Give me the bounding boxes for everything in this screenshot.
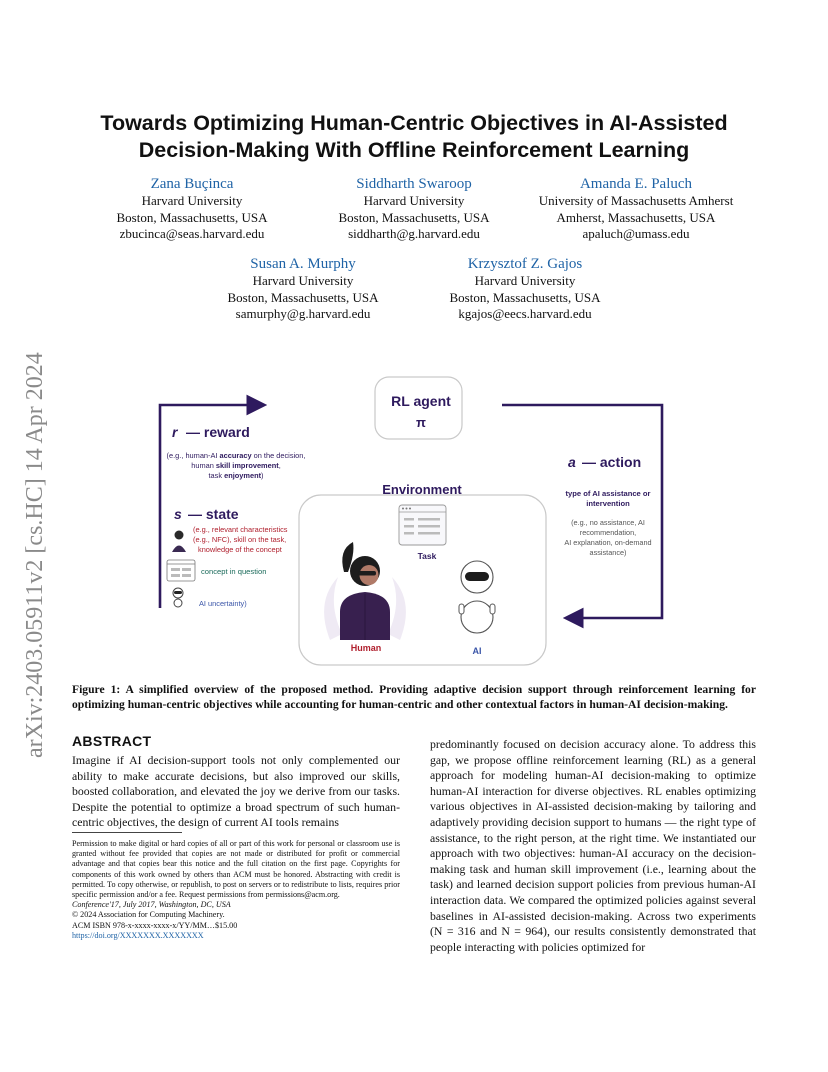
person-mini-icon bbox=[172, 531, 186, 553]
author-email: kgajos@eecs.harvard.edu bbox=[458, 306, 592, 321]
action-desc-1: type of AI assistance or bbox=[565, 489, 651, 498]
footnote-rule bbox=[72, 832, 182, 833]
abstract-heading: ABSTRACT bbox=[72, 733, 152, 749]
author-email: apaluch@umass.edu bbox=[582, 226, 690, 241]
author-name[interactable]: Amanda E. Paluch bbox=[579, 176, 693, 192]
abstract-column-1: Imagine if AI decision-support tools not only complemented our ability to make accurate decisions, but also improved our skills, boosted collaboration, and elevated the joy we derive from our tasks. Despite the potential to optimize a broad spectrum of such human-centric objectives, the design of current AI tools remains bbox=[72, 753, 400, 830]
isbn-line: ACM ISBN 978-x-xxxx-xxxx-x/YY/MM…$15.00 bbox=[72, 920, 238, 930]
concept-card-icon bbox=[167, 560, 195, 581]
author-email: siddharth@g.harvard.edu bbox=[348, 226, 480, 241]
author-location: Amherst, Massachusetts, USA bbox=[556, 209, 716, 225]
arxiv-stamp-text: arXiv:2403.05911v2 [cs.HC] 14 Apr 2024 bbox=[22, 352, 48, 758]
author-name[interactable]: Susan A. Murphy bbox=[250, 256, 356, 272]
author-location: Boston, Massachusetts, USA bbox=[449, 289, 601, 305]
author-block bbox=[314, 175, 514, 243]
author-affiliation: Harvard University bbox=[474, 273, 576, 288]
figure-caption: Figure 1: A simplified overview of the proposed method. Providing adaptive decision support through reinforcement learning for optimizing human-centric objectives while accounting for human-centric and other contextual factors in human-AI decision-making. bbox=[72, 683, 756, 711]
action-ex-1: (e.g., no assistance, AI bbox=[571, 518, 645, 527]
action-var: a bbox=[568, 454, 576, 470]
author-email: samurphy@g.harvard.edu bbox=[235, 306, 371, 321]
rl-agent-title: RL agent bbox=[391, 393, 451, 409]
title-line-1: Towards Optimizing Human-Centric Objectives in AI-Assisted bbox=[100, 111, 728, 135]
author-block bbox=[425, 255, 625, 323]
author-location: Boston, Massachusetts, USA bbox=[338, 209, 490, 225]
action-ex-3: AI explanation, on-demand bbox=[564, 538, 652, 547]
state-desc-3: knowledge of the concept bbox=[198, 545, 282, 554]
permission-text: Permission to make digital or hard copies of all or part of this work for personal or classroom use is granted without fee provided that copies are not made or distributed for profit or commercial advantage and that copies bear this notice and the full citation on the first page. Copyrights for components of this work owned by others than ACM must be honored. Abstracting with credit is permitted. To copy otherwise, or republish, to post on servers or to redistribute to lists, requires prior specific permission and/or a fee. Request permissions from permissions@acm.org. bbox=[72, 839, 400, 900]
author-email: zbucinca@seas.harvard.edu bbox=[119, 226, 265, 241]
arxiv-stamp bbox=[10, 290, 50, 760]
author-name[interactable]: Siddharth Swaroop bbox=[356, 176, 472, 192]
author-block bbox=[203, 255, 403, 323]
author-name[interactable]: Krzysztof Z. Gajos bbox=[467, 256, 583, 272]
task-label: Task bbox=[417, 551, 437, 561]
reward-desc-1: (e.g., human-AI accuracy on the decision, bbox=[166, 451, 306, 460]
figure-1 bbox=[150, 372, 670, 668]
title-line-2: Decision-Making With Offline Reinforcement Learning bbox=[138, 138, 690, 162]
conference-line: Conference'17, July 2017, Washington, DC, USA bbox=[72, 900, 231, 910]
reward-desc-3: task enjoyment) bbox=[208, 471, 264, 480]
state-ai: AI uncertainty) bbox=[199, 599, 247, 608]
figure-diagram bbox=[150, 372, 670, 668]
permission-footnote bbox=[72, 839, 400, 941]
task-card-icon bbox=[399, 505, 446, 545]
author-block bbox=[92, 175, 292, 243]
robot-mini-icon bbox=[173, 588, 183, 607]
abstract-column-2: predominantly focused on decision accuracy alone. To address this gap, we propose offline reinforcement learning (RL) as a general approach for modeling human-AI decision-making to optimize human-AI interaction for diverse objectives. RL enables optimizing various objectives in AI-assisted decision-making by tailoring and adaptively providing decision support to humans — the right type of assistance, to the right person, at the right time. We instantiated our approach with two objectives: human-AI accuracy on the decision-making task and human skill improvement (i.e., learning about the task) and learned decision support policies from previous human-AI interaction data. We compared the optimized policies against several baselines in AI-assisted decision-making. Across two experiments (N = 316 and N = 964), our results consistently demonstrated that people interacting with policies optimized for bbox=[430, 737, 756, 954]
reward-var: r bbox=[172, 424, 178, 440]
human-label: Human bbox=[350, 643, 382, 653]
state-concept: concept in question bbox=[201, 567, 267, 576]
action-desc-2: intervention bbox=[586, 499, 630, 508]
reward-desc-2: human skill improvement, bbox=[191, 461, 281, 470]
author-location: Boston, Massachusetts, USA bbox=[227, 289, 379, 305]
copyright-line: © 2024 Association for Computing Machinery. bbox=[72, 910, 225, 920]
ai-label: AI bbox=[472, 646, 482, 656]
author-affiliation: Harvard University bbox=[141, 193, 243, 208]
action-label: — action bbox=[582, 454, 642, 470]
state-desc-2: (e.g., NFC), skill on the task, bbox=[193, 535, 287, 544]
state-var: s bbox=[174, 506, 182, 522]
state-desc-1: (e.g., relevant characteristics bbox=[193, 525, 288, 534]
rl-agent-symbol: π bbox=[416, 415, 426, 430]
reward-label: — reward bbox=[186, 424, 250, 440]
author-location: Boston, Massachusetts, USA bbox=[116, 209, 268, 225]
paper-title bbox=[60, 110, 768, 164]
doi-link[interactable]: https://doi.org/XXXXXXX.XXXXXXX bbox=[72, 930, 204, 940]
environment-title: Environment bbox=[382, 482, 462, 497]
author-affiliation: Harvard University bbox=[363, 193, 465, 208]
author-affiliation: Harvard University bbox=[252, 273, 354, 288]
action-ex-2: recommendation, bbox=[579, 528, 637, 537]
author-name[interactable]: Zana Buçinca bbox=[150, 176, 234, 192]
state-label: — state bbox=[188, 506, 239, 522]
author-block bbox=[526, 175, 746, 243]
author-affiliation: University of Massachusetts Amherst bbox=[538, 193, 734, 208]
action-ex-4: assistance) bbox=[589, 548, 627, 557]
